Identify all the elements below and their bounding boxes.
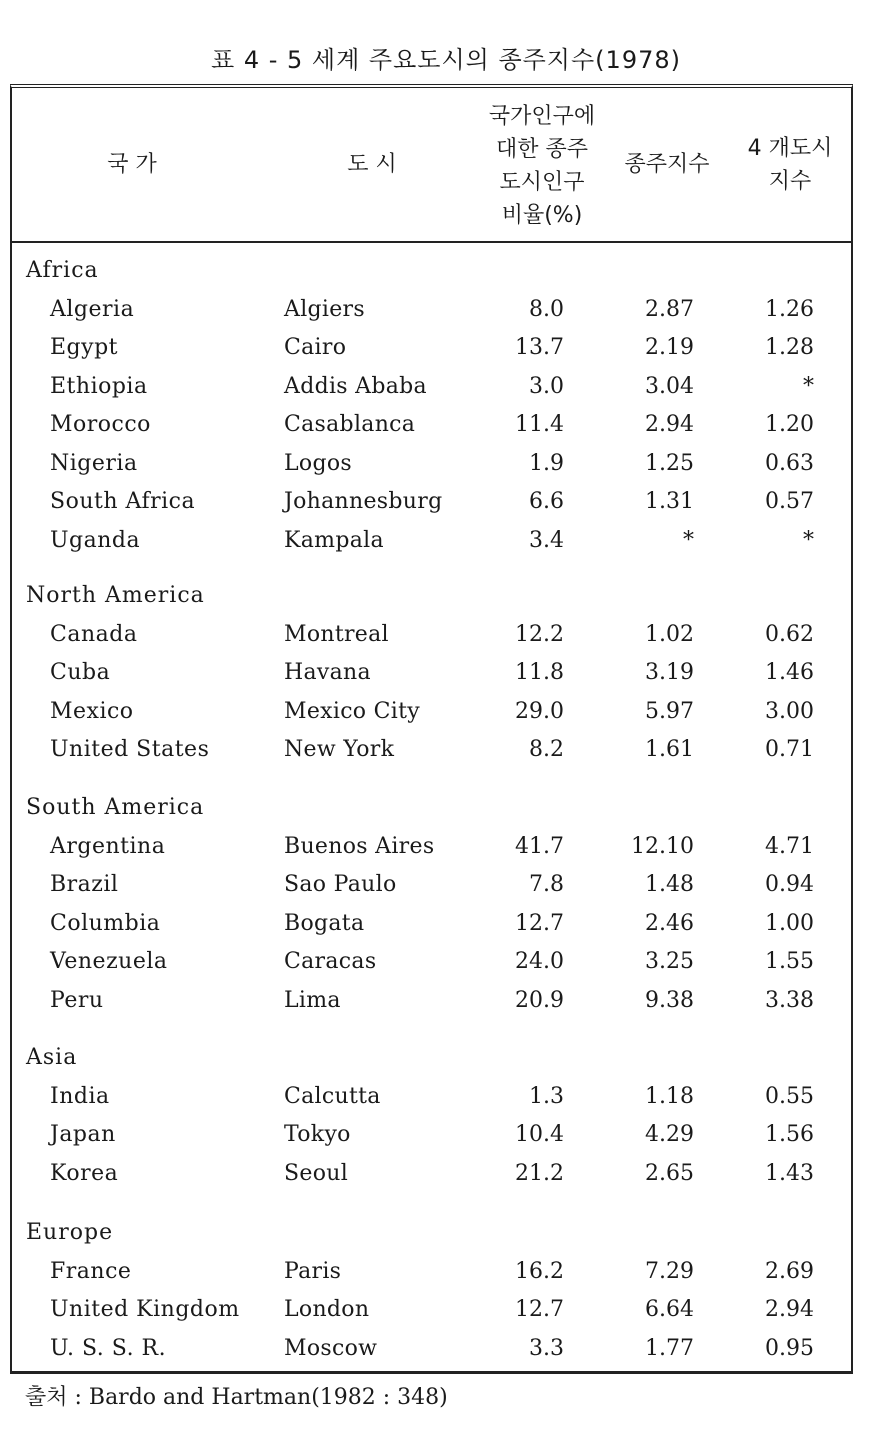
ratio-cell: 21.2	[515, 1160, 564, 1186]
city-cell: Casablanca	[284, 412, 416, 437]
four-city-cell: *	[803, 373, 814, 399]
country-cell: Cuba	[50, 660, 111, 685]
city-cell: Addis Ababa	[284, 373, 427, 399]
four-city-cell: 0.95	[765, 1335, 814, 1361]
region-row	[12, 1041, 851, 1075]
city-cell: Tokyo	[284, 1122, 351, 1147]
ratio-cell: 24.0	[515, 949, 564, 974]
four-city-cell: 4.71	[765, 833, 814, 859]
four-city-cell: 1.28	[765, 335, 814, 360]
city-cell: New York	[284, 737, 395, 762]
table-row	[12, 447, 851, 481]
primacy-cell: 9.38	[645, 987, 694, 1013]
primacy-cell: *	[683, 527, 694, 553]
four-city-cell: *	[803, 527, 814, 553]
primacy-cell: 2.19	[645, 335, 694, 360]
country-cell: India	[50, 1083, 110, 1109]
table-row	[12, 733, 851, 767]
primacy-cell: 2.65	[645, 1160, 694, 1186]
country-cell: Columbia	[50, 910, 161, 936]
country-cell: Brazil	[50, 872, 119, 897]
region-row	[12, 254, 851, 288]
header-four-city	[740, 132, 840, 198]
table-row	[12, 408, 851, 442]
ratio-cell: 12.2	[515, 621, 564, 647]
ratio-cell: 1.3	[529, 1083, 564, 1109]
country-cell: U. S. S. R.	[50, 1335, 167, 1361]
city-cell: Calcutta	[284, 1083, 381, 1109]
city-cell: Kampala	[284, 527, 384, 553]
ratio-cell: 1.9	[529, 450, 564, 476]
table-row	[12, 293, 851, 327]
ratio-cell: 13.7	[515, 335, 564, 360]
country-cell: Ethiopia	[50, 373, 148, 399]
city-cell: Johannesburg	[284, 489, 443, 514]
primacy-cell: 12.10	[631, 833, 694, 859]
header-four-city-line: 4 개도시	[747, 136, 833, 161]
city-cell: London	[284, 1297, 370, 1322]
four-city-cell: 0.94	[765, 872, 814, 897]
country-cell: Korea	[50, 1160, 119, 1186]
country-cell: Mexico	[50, 698, 134, 724]
ratio-cell: 8.2	[529, 737, 564, 762]
region-name: Africa	[26, 258, 99, 283]
header-city: 도 시	[347, 152, 397, 177]
table-row	[12, 1293, 851, 1327]
region-name: Europe	[26, 1220, 114, 1245]
ratio-cell: 3.3	[529, 1335, 564, 1361]
four-city-cell: 3.00	[765, 698, 814, 724]
four-city-cell: 3.38	[765, 987, 814, 1013]
four-city-cell: 0.62	[765, 621, 814, 647]
ratio-cell: 7.8	[529, 872, 564, 897]
city-cell: Bogata	[284, 910, 365, 936]
table-row	[12, 1080, 851, 1114]
region-row	[12, 1216, 851, 1250]
header-ratio-line: 대한 종주	[495, 137, 588, 162]
country-cell: Morocco	[50, 412, 151, 437]
city-cell: Caracas	[284, 949, 377, 974]
ratio-cell: 12.7	[515, 910, 564, 936]
header-ratio-line: 비율(%)	[501, 203, 583, 228]
ratio-cell: 20.9	[515, 987, 564, 1013]
country-cell: Argentina	[50, 833, 166, 859]
four-city-cell: 1.20	[765, 412, 814, 437]
primacy-cell: 2.94	[645, 412, 694, 437]
primacy-cell: 1.02	[645, 621, 694, 647]
header-ratio-line: 국가인구에	[488, 104, 596, 129]
ratio-cell: 3.4	[529, 527, 564, 553]
ratio-cell: 11.4	[515, 412, 564, 437]
ratio-cell: 11.8	[515, 660, 564, 685]
primacy-cell: 4.29	[645, 1122, 694, 1147]
primacy-table	[10, 84, 853, 1374]
source-note: 출처 : Bardo and Hartman(1982 : 348)	[25, 1385, 448, 1410]
four-city-cell: 1.46	[765, 660, 814, 685]
four-city-cell: 1.56	[765, 1122, 814, 1147]
city-cell: Lima	[284, 987, 341, 1013]
table-row	[12, 524, 851, 558]
four-city-cell: 0.63	[765, 450, 814, 476]
city-cell: Mexico City	[284, 698, 420, 724]
table-row	[12, 695, 851, 729]
country-cell: Nigeria	[50, 450, 138, 476]
table-row	[12, 656, 851, 690]
region-name: North America	[26, 583, 205, 608]
ratio-cell: 6.6	[529, 489, 564, 514]
table-row	[12, 984, 851, 1018]
city-cell: Buenos Aires	[284, 833, 435, 859]
header-ratio	[477, 100, 607, 232]
region-row	[12, 791, 851, 825]
table-row	[12, 618, 851, 652]
country-cell: France	[50, 1258, 132, 1284]
table-row	[12, 1118, 851, 1152]
primacy-cell: 1.61	[645, 737, 694, 762]
four-city-cell: 1.00	[765, 910, 814, 936]
primacy-cell: 7.29	[645, 1258, 694, 1284]
table-title: 표 4 - 5 세계 주요도시의 종주지수(1978)	[211, 46, 681, 74]
country-cell: Egypt	[50, 335, 118, 360]
four-city-cell: 1.43	[765, 1160, 814, 1186]
header-four-city-line: 지수	[768, 169, 812, 194]
country-cell: Japan	[50, 1122, 116, 1147]
region-row	[12, 579, 851, 613]
four-city-cell: 2.94	[765, 1297, 814, 1322]
region-name: Asia	[26, 1045, 78, 1070]
country-cell: United Kingdom	[50, 1297, 240, 1322]
country-cell: United States	[50, 737, 210, 762]
ratio-cell: 12.7	[515, 1297, 564, 1322]
city-cell: Logos	[284, 450, 352, 476]
header-primacy: 종주지수	[624, 152, 710, 177]
primacy-cell: 2.87	[645, 296, 694, 322]
table-row	[12, 1157, 851, 1191]
city-cell: Sao Paulo	[284, 872, 397, 897]
city-cell: Paris	[284, 1258, 342, 1284]
header-ratio-line: 도시인구	[499, 170, 585, 195]
four-city-cell: 0.71	[765, 737, 814, 762]
country-cell: Canada	[50, 621, 138, 647]
table-row	[12, 485, 851, 519]
primacy-cell: 1.48	[645, 872, 694, 897]
country-cell: Algeria	[50, 296, 135, 322]
ratio-cell: 3.0	[529, 373, 564, 399]
city-cell: Havana	[284, 660, 371, 685]
country-cell: Uganda	[50, 527, 141, 553]
ratio-cell: 8.0	[529, 296, 564, 322]
ratio-cell: 10.4	[515, 1122, 564, 1147]
city-cell: Algiers	[284, 296, 365, 322]
city-cell: Moscow	[284, 1335, 378, 1361]
primacy-cell: 3.04	[645, 373, 694, 399]
four-city-cell: 2.69	[765, 1258, 814, 1284]
table-row	[12, 945, 851, 979]
four-city-cell: 0.57	[765, 489, 814, 514]
table-row	[12, 331, 851, 365]
four-city-cell: 0.55	[765, 1083, 814, 1109]
ratio-cell: 16.2	[515, 1258, 564, 1284]
table-row	[12, 868, 851, 902]
primacy-cell: 3.19	[645, 660, 694, 685]
city-cell: Seoul	[284, 1160, 349, 1186]
primacy-cell: 2.46	[645, 910, 694, 936]
table-row	[12, 1255, 851, 1289]
header-country: 국 가	[107, 152, 157, 177]
primacy-cell: 1.25	[645, 450, 694, 476]
ratio-cell: 29.0	[515, 698, 564, 724]
primacy-cell: 1.31	[645, 489, 694, 514]
primacy-cell: 1.77	[645, 1335, 694, 1361]
table-header	[12, 88, 851, 243]
country-cell: Peru	[50, 987, 104, 1013]
table-row	[12, 370, 851, 404]
city-cell: Montreal	[284, 621, 389, 647]
table-row	[12, 830, 851, 864]
city-cell: Cairo	[284, 335, 347, 360]
table-row	[12, 907, 851, 941]
four-city-cell: 1.26	[765, 296, 814, 322]
country-cell: Venezuela	[50, 949, 168, 974]
primacy-cell: 6.64	[645, 1297, 694, 1322]
table-row	[12, 1332, 851, 1366]
region-name: South America	[26, 795, 205, 820]
primacy-cell: 5.97	[645, 698, 694, 724]
four-city-cell: 1.55	[765, 949, 814, 974]
ratio-cell: 41.7	[515, 833, 564, 859]
country-cell: South Africa	[50, 489, 196, 514]
primacy-cell: 1.18	[645, 1083, 694, 1109]
primacy-cell: 3.25	[645, 949, 694, 974]
